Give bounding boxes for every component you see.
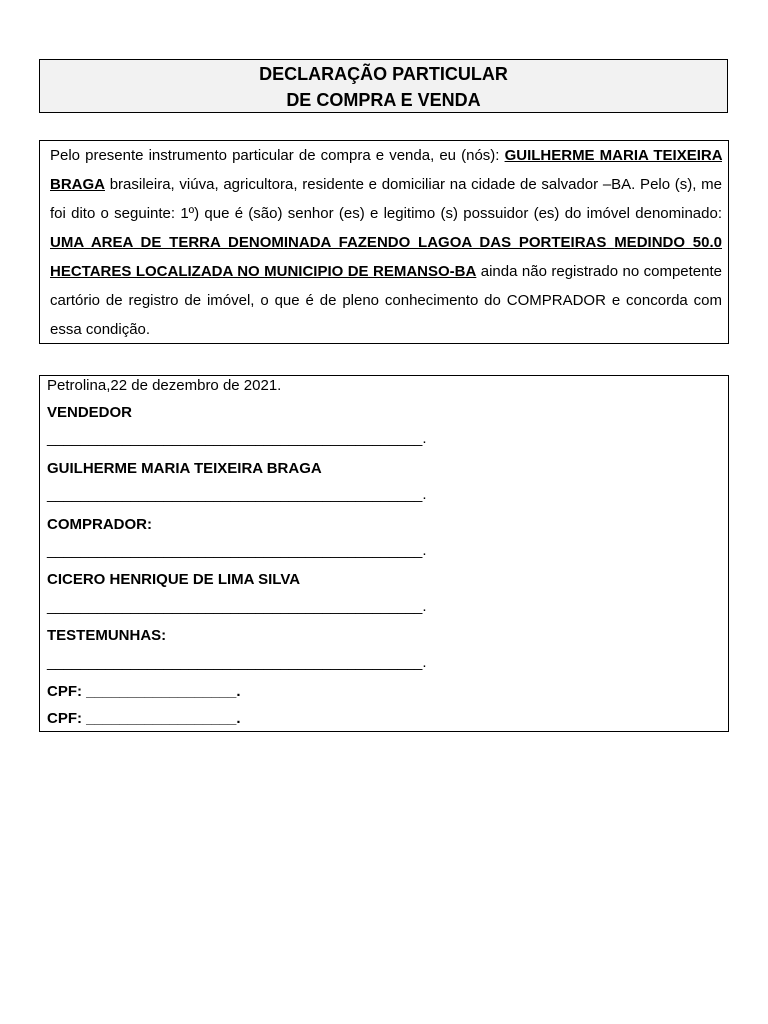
declaration-paragraph [46,141,722,344]
cpf-line-2: __________________. [86,710,241,727]
document-title-line-1: DECLARAÇÃO PARTICULAR [259,64,508,84]
seller-signature-line: _____________________________________________. [47,430,427,447]
property-description-underlined-2: MEDINDO 50.0 HECTARES LOCALIZADA NO MUNICIPIO DE REMANSO-BA [50,234,722,280]
cpf-label-2: CPF: [47,710,82,727]
seller-name-underlined-2: BRAGA [50,176,105,193]
seller-name-underlined: GUILHERME MARIA TEIXEIRA [504,147,722,164]
seller-name-signature-line: _____________________________________________. [47,486,427,503]
declaration-closing-text: ainda não registrado no competente cartório de registro de imóvel, o que é de pleno conhecimento do COMPRADOR e concorda com essa condição. [50,263,722,338]
witnesses-label: TESTEMUNHAS: [47,627,167,644]
declaration-middle-text: brasileira, viúva, agricultora, residente e domiciliar na cidade de salvador –BA. Pelo (s), me foi dito o seguinte: 1º) que é (são) senhor (es) e legitimo (s) possuidor (es) do imóvel denominado: [50,176,722,222]
document-title-line-2: DE COMPRA E VENDA [286,90,481,110]
document-title-box [39,59,728,113]
declaration-body-box [39,140,729,344]
buyer-label: COMPRADOR: [47,516,152,533]
buyer-name-signature-line: _____________________________________________. [47,598,427,615]
cpf-label-1: CPF: [47,683,82,700]
place-date: Petrolina,22 de dezembro de 2021. [47,377,282,394]
buyer-signature-line: _____________________________________________. [47,542,427,559]
cpf-row-1 [47,683,241,701]
cpf-line-1: __________________. [86,683,241,700]
property-description-underlined: UMA AREA DE TERRA DENOMINADA FAZENDO LAGOA DAS PORTEIRAS [50,234,607,251]
seller-label: VENDEDOR [47,404,133,421]
seller-name: GUILHERME MARIA TEIXEIRA BRAGA [47,460,322,477]
declaration-intro-text: Pelo presente instrumento particular de compra e venda, eu (nós): [50,147,505,164]
buyer-name: CICERO HENRIQUE DE LIMA SILVA [47,571,301,588]
cpf-row-2 [47,710,241,728]
signature-box [39,375,729,732]
witness-signature-line: _____________________________________________. [47,654,427,671]
